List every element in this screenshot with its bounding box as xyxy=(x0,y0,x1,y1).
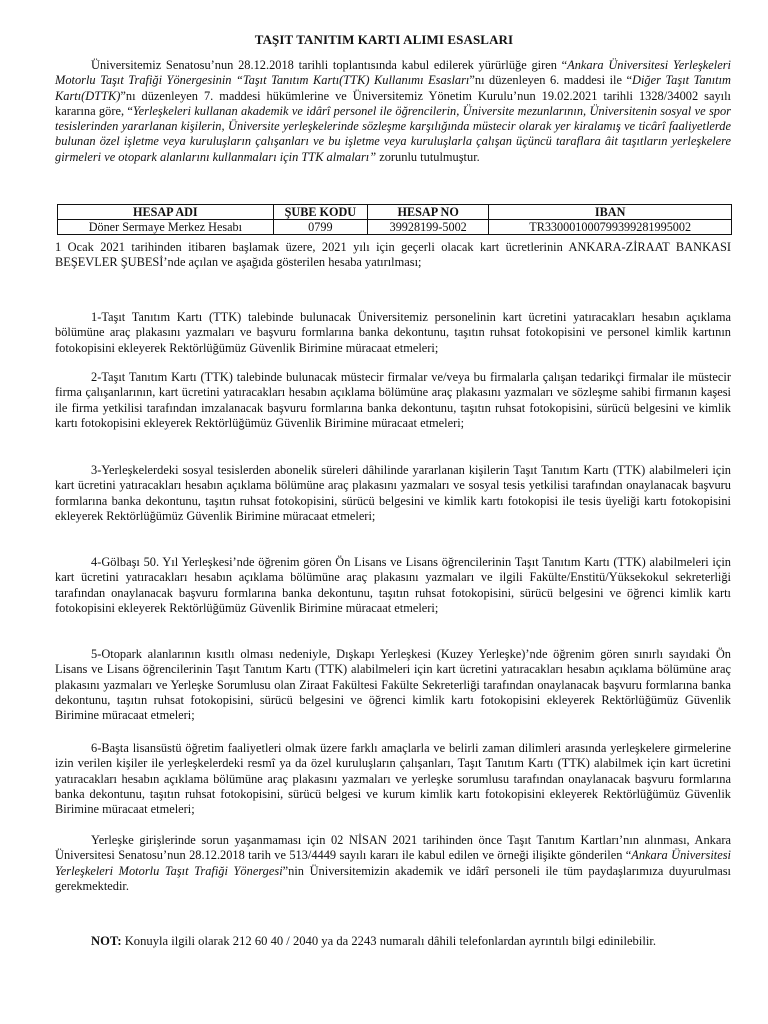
note-line xyxy=(91,934,751,949)
intro-text-2: ”nı düzenleyen 6. maddesi ile “ xyxy=(469,73,632,88)
intro-paragraph xyxy=(55,58,731,165)
paragraph-4: 4-Gölbaşı 50. Yıl Yerleşkesi’nde öğrenim gören Ön Lisans ve Lisans öğrencilerinin Taşıt Tanıtım Kartı (TTK) alabilmeleri için kart ücretini yatıracakları hesabın açıklama bölümüne araç plakasını yazmaları ve ilgili Fakülte/Enstitü/Yüksekokul sekreterliği tarafından onaylanacak başvuru formlarına banka dekontunu, taşıtın ruhsat fotokopisini, sürücü belgesini ve öğrenci kimlik kartı fotokopisini ekleyerek Rektörlüğümüz Güvenlik Birimine müracaat etmeleri; xyxy=(55,555,731,615)
paragraph-5: 5-Otopark alanlarının kısıtlı olması nedeniyle, Dışkapı Yerleşkesi (Kuzey Yerleşke)’nde öğrenim gören sınırlı sayıdaki Ön Lisans ve Lisans öğrencilerinin Taşıt Tanıtım Kartı (TTK) alabilmeleri için kart ücretini yatıracakları hesabın açıklama bölümüne araç plakasını yazmaları ve Yerleşke Sorumlusu olan Ziraat Fakültesi Fakülte Sekreterliği tarafından onaylanacak başvuru formlarına banka dekontunu, taşıtın ruhsat fotokopisini, sürücü belgesini ve öğrenci kimlik kartı fotokopisini ekleyerek Rektörlüğümüz Güvenlik Birimine müracaat etmeleri; xyxy=(55,647,731,723)
payment-instruction: 1 Ocak 2021 tarihinden itibaren başlamak üzere, 2021 yılı için geçerli olacak kart ücretlerinin ANKARA-ZİRAAT BANKASI BEŞEVLER ŞUBESİ’nde açılan ve aşağıda gösterilen hesaba yatırılması; xyxy=(55,240,731,270)
header-iban: IBAN xyxy=(489,205,732,220)
paragraph-3: 3-Yerleşkelerdeki sosyal tesislerden abonelik süreleri dâhilinde yararlanan kişilerin Taşıt Tanıtım Kartı (TTK) alabilmeleri için kart ücretini yatıracakları hesabın açıklama bölümüne araç plakasını yazmaları ve sosyal tesis yetkilisi tarafından onaylanacak başvuru formlarına banka dekontunu, taşıtın ruhsat fotokopisini, sürücü belgesini ve kimlik kartı fotokopisi ile tesis üyeliği kartı fotokopisini ekleyerek Rektörlüğümüz Güvenlik Birimine müracaat etmeleri; xyxy=(55,463,731,523)
header-hesap-no: HESAP NO xyxy=(368,205,489,220)
intro-text-1: Üniversitemiz Senatosu’nun 28.12.2018 tarihli toplantısında kabul edilerek yürürlüğe giren “ xyxy=(91,58,568,72)
account-table-row xyxy=(58,220,732,235)
cell-hesap-adi: Döner Sermaye Merkez Hesabı xyxy=(58,220,274,235)
document-title: TAŞIT TANITIM KARTI ALIMI ESASLARI xyxy=(254,32,514,47)
cell-iban: TR330001000799399281995002 xyxy=(489,220,732,235)
note-text: Konuyla ilgili olarak 212 60 40 / 2040 ya da 2243 numaralı dâhili telefonlardan ayrıntılı bilgi edinilebilir. xyxy=(121,934,656,948)
paragraph-6: 6-Başta lisansüstü öğretim faaliyetleri olmak üzere farklı amaçlarla ve belirli zaman dilimleri arasında yerleşkelere girmelerine izin verilen kişiler ile yerleşkelerdeki resmî ya da özel kuruluşların çalışanları, Taşıt Tanıtım Kartı (TTK) alabilmek için kart ücretini yatıracakları hesabın açıklama bölümüne araç plakasını yazmaları ve yerleşke sorumlusu tarafından onaylanacak başvuru formlarına banka dekontunu, taşıtın ruhsat fotokopisini, sürücü belgesi ve kurum kimlik kartı fotokopisini ekleyerek Rektörlüğümüz Güvenlik Birimine müracaat etmeleri; xyxy=(55,741,731,817)
intro-text-3: ”nı düzenleyen 7. maddesi hükümlerine ve Üniversitemiz Yönetim Kurulu’nun 19.02.2021 tarihli 1328/34002 sayılı kararına göre, “ xyxy=(55,88,731,118)
closing-text-1: Yerleşke girişlerinde sorun yaşanmaması için 02 NİSAN 2021 tarihinden önce Taşıt Tanıtım Kartları’nın alınması, Ankara Üniversitesi Senatosu’nun 28.12.2018 tarih ve 513/4449 sayılı kararı ile kabul edilen ve örneği ilişikte gönderilen “ xyxy=(55,833,731,863)
paragraph-2: 2-Taşıt Tanıtım Kartı (TTK) talebinde bulunacak müstecir firmalar ve/veya bu firmalarla çalışan tedarikçi firmalar ile müstecir firma çalışanlarının, kart ücretini yatıracakları hesabın açıklama bölümüne araç plakasını yazmaları ve sözleşme sahibi firmanın kaşesi ile firma yetkilisi tarafından imzalanacak başvuru formlarına banka dekontunu, taşıtın ruhsat fotokopisini, sürücü belgesini ve kimlik kartı fotokopisini ekleyerek Rektörlüğümüz Güvenlik Birimine müracaat etmeleri; xyxy=(55,370,731,430)
header-hesap-adi: HESAP ADI xyxy=(58,205,274,220)
closing-paragraph xyxy=(55,833,731,894)
closing-italic: Ankara Üniversitesi Yerleşkeleri Motorlu Taşıt Trafiği Yönergesi xyxy=(55,848,732,878)
intro-italic-2: Diğer Taşıt Tanıtım Kartı(DTTK) xyxy=(55,73,732,103)
cell-hesap-no: 39928199-5002 xyxy=(368,220,489,235)
intro-italic-3: Yerleşkeleri kullanan akademik ve idârî personel ile öğrencilerin, Üniversite mezunlarının, Üniversitenin sosyal ve spor tesislerinden yararlanan kişilerin, Üniversite yerleşkelerinde sözleşme karşılığında müstecir olarak yer kiralamış ve ticârî faaliyetlerde bulunan özel işletme veya kuruluşların çalışanları ve bu işletme veya kuruluşlarla çalışan üçüncü taraflara âit taşıtların yerleşkelere girmeleri ve otopark alanlarını kullanmaları için TTK almaları” xyxy=(55,103,731,164)
intro-italic-1: Ankara Üniversitesi Yerleşkeleri Motorlu Taşıt Trafiği Yönergesinin “Taşıt Tanıtım Kartı(TTK) Kullanımı Esasları xyxy=(55,58,731,88)
note-label: NOT: xyxy=(91,934,122,948)
intro-text-4: zorunlu tutulmuştur. xyxy=(376,149,480,164)
cell-sube-kodu: 0799 xyxy=(273,220,367,235)
paragraph-1: 1-Taşıt Tanıtım Kartı (TTK) talebinde bulunacak Üniversitemiz personelinin kart ücretini yatıracakları hesabın açıklama bölümüne araç plakasını yazmaları ve başvuru formlarına banka dekontunu, taşıtın ruhsat fotokopisini ve personel kimlik kartının fotokopisini ekleyerek Rektörlüğümüz Güvenlik Birimine müracaat etmeleri; xyxy=(55,310,731,355)
account-table-header-row xyxy=(58,205,732,220)
account-table xyxy=(57,204,732,235)
closing-text-2: ”nin Üniversitemizin akademik ve idârî personeli ile tüm paydaşlarımıza duyurulması gerekmektedir. xyxy=(55,863,731,893)
header-sube-kodu: ŞUBE KODU xyxy=(273,205,367,220)
